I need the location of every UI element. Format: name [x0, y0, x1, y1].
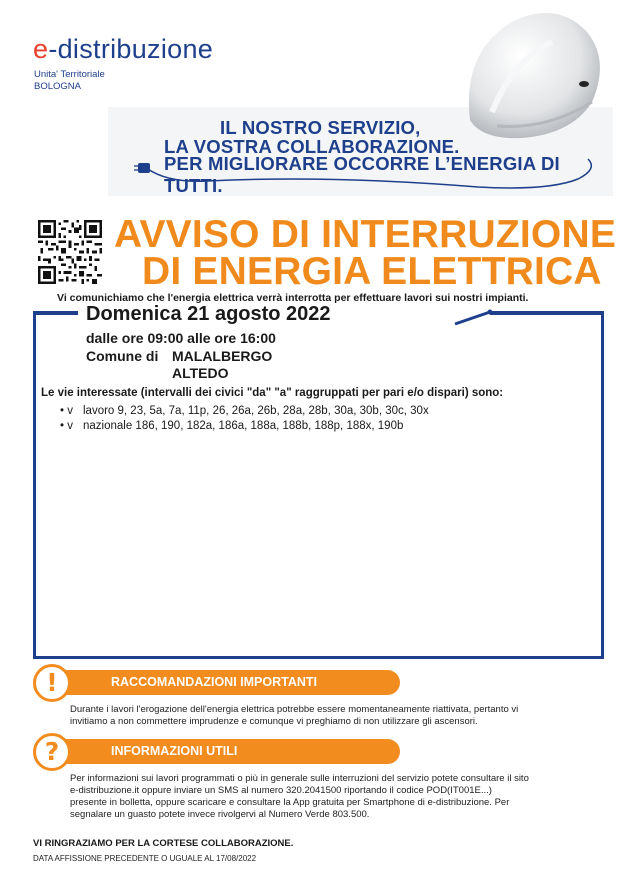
logo-e: e — [33, 34, 49, 64]
question-icon: ? — [33, 733, 71, 771]
frame-top-right — [490, 311, 604, 315]
qr-code — [38, 220, 102, 284]
interruption-date: Domenica 21 agosto 2022 — [86, 303, 331, 325]
info-line-2: e-distribuzione.it oppure inviare un SMS al numero 320.2041500 riportando il codice POD(IT001E...) — [70, 785, 492, 796]
info-title: INFORMAZIONI UTILI — [111, 744, 238, 758]
notice-title-line-2: DI ENERGIA ELETTRICA — [142, 250, 602, 293]
slogan-line-3: PER MIGLIORARE OCCORRE L’ENERGIA DI TUTTI. — [164, 153, 560, 196]
frazione-value: ALTEDO — [172, 365, 229, 381]
streets-heading: Le vie interessate (intervalli dei civici "da" "a" raggruppati per pari e/o dispari) sono: — [41, 387, 504, 399]
frame-top-left — [33, 311, 78, 315]
comune-label: Comune di — [86, 348, 159, 364]
recommendations-line-1: Durante i lavori l'erogazione dell'energia elettrica potrebbe essere momentaneamente riattivata, pertanto vi — [70, 704, 519, 715]
street-item: nazionale 186, 190, 182a, 186a, 188a, 188b, 188p, 188x, 190b — [83, 420, 404, 432]
pen-line-icon — [452, 306, 497, 328]
logo-text: -distribuzione — [48, 34, 214, 64]
comune-value: MALALBERGO — [172, 348, 273, 364]
intro-text: Vi comunichiamo che l'energia elettrica verrà interrotta per effettuare lavori sui nostri impianti. — [57, 292, 529, 304]
helmet-icon — [452, 2, 612, 150]
slogan-line-1: IL NOSTRO SERVIZIO, — [220, 117, 421, 138]
logo — [33, 34, 213, 65]
recommendations-line-2: invitiamo a non commettere imprudenze e comunque vi preghiamo di non utilizzare gli ascensori. — [70, 716, 478, 727]
warning-icon: ! — [33, 664, 71, 702]
info-line-1: Per informazioni sui lavori programmati o più in generale sulle interruzioni del servizio potete consultare il sito — [70, 773, 529, 784]
thanks-text: VI RINGRAZIAMO PER LA CORTESE COLLABORAZIONE. — [33, 838, 294, 849]
notice-frame — [33, 314, 604, 659]
notice-title-line-1: AVVISO DI INTERRUZIONE — [114, 213, 617, 256]
street-bullet: • v — [60, 420, 73, 432]
info-bar — [55, 739, 400, 764]
slogan-line-2: LA VOSTRA COLLABORAZIONE. — [164, 136, 460, 157]
recommendations-bar — [55, 670, 400, 695]
street-bullet: • v — [60, 405, 73, 417]
recommendations-title: RACCOMANDAZIONI IMPORTANTI — [111, 675, 317, 689]
unit-label: Unita' Territoriale — [34, 69, 105, 80]
posting-date: DATA AFFISSIONE PRECEDENTE O UGUALE AL 17/08/2022 — [33, 854, 257, 863]
info-line-3: presente in bolletta, oppure scaricare e consultare la App gratuita per Smartphone di e-distribuzione. Per — [70, 797, 510, 808]
info-line-4: segnalare un guasto potete invece rivolgervi al Numero Verde 803.500. — [70, 809, 370, 820]
interruption-hours: dalle ore 09:00 alle ore 16:00 — [86, 330, 276, 346]
unit-city: BOLOGNA — [34, 81, 81, 92]
street-item: lavoro 9, 23, 5a, 7a, 11p, 26, 26a, 26b, 28a, 28b, 30a, 30b, 30c, 30x — [83, 405, 429, 417]
